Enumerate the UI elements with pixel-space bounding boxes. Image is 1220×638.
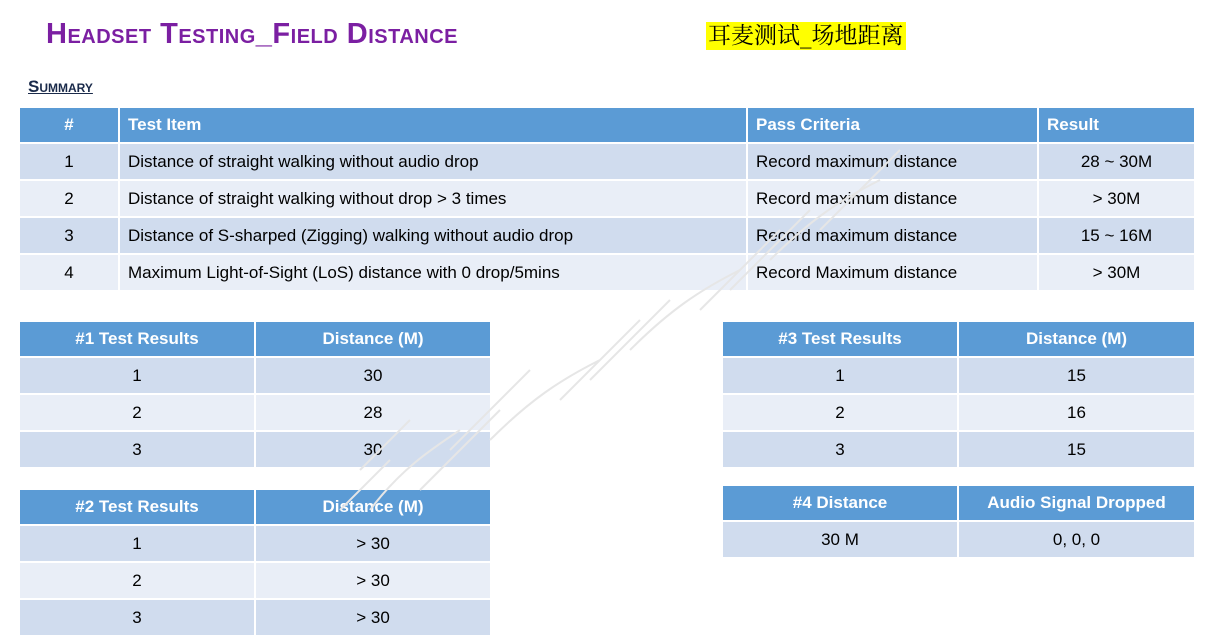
test2-header-distance: Distance (M) <box>255 489 491 525</box>
table-row <box>19 394 491 431</box>
summary-criteria: Record maximum distance <box>747 217 1038 254</box>
test4-distance-table <box>721 484 1196 559</box>
test1-header-distance: Distance (M) <box>255 321 491 357</box>
table-row <box>19 217 1195 254</box>
test1-trial: 1 <box>19 357 255 394</box>
table-row <box>19 599 491 636</box>
summary-result: > 30M <box>1038 180 1195 217</box>
table-row <box>19 525 491 562</box>
test4-dropped: 0, 0, 0 <box>958 521 1195 558</box>
test3-distance: 15 <box>958 357 1195 394</box>
summary-header-item: Test Item <box>119 107 747 143</box>
summary-result: 28 ~ 30M <box>1038 143 1195 180</box>
table-row <box>722 431 1195 468</box>
test3-trial: 3 <box>722 431 958 468</box>
summary-header-num: # <box>19 107 119 143</box>
summary-item: Distance of S-sharped (Zigging) walking without audio drop <box>119 217 747 254</box>
test1-header-row <box>19 321 491 357</box>
test3-header-label: #3 Test Results <box>722 321 958 357</box>
test3-results-table <box>721 320 1196 469</box>
summary-result: 15 ~ 16M <box>1038 217 1195 254</box>
test1-trial: 3 <box>19 431 255 468</box>
summary-label: Summary <box>28 77 93 96</box>
test3-header-distance: Distance (M) <box>958 321 1195 357</box>
summary-criteria: Record Maximum distance <box>747 254 1038 291</box>
test2-distance: > 30 <box>255 599 491 636</box>
test2-distance: > 30 <box>255 525 491 562</box>
test1-distance: 30 <box>255 431 491 468</box>
summary-criteria: Record maximum distance <box>747 180 1038 217</box>
summary-header-result: Result <box>1038 107 1195 143</box>
test2-header-row <box>19 489 491 525</box>
test3-trial: 1 <box>722 357 958 394</box>
test2-header-label: #2 Test Results <box>19 489 255 525</box>
test1-results-table <box>18 320 492 469</box>
table-row <box>19 431 491 468</box>
table-row <box>19 357 491 394</box>
page-title-chinese: 耳麦测试_场地距离 <box>708 23 904 49</box>
table-row <box>19 254 1195 291</box>
summary-item: Distance of straight walking without drop > 3 times <box>119 180 747 217</box>
test1-trial: 2 <box>19 394 255 431</box>
summary-item: Maximum Light-of-Sight (LoS) distance with 0 drop/5mins <box>119 254 747 291</box>
test2-trial: 2 <box>19 562 255 599</box>
test1-distance: 28 <box>255 394 491 431</box>
summary-result: > 30M <box>1038 254 1195 291</box>
summary-num: 3 <box>19 217 119 254</box>
summary-num: 4 <box>19 254 119 291</box>
test3-header-row <box>722 321 1195 357</box>
test1-header-label: #1 Test Results <box>19 321 255 357</box>
test2-trial: 3 <box>19 599 255 636</box>
table-row <box>19 143 1195 180</box>
summary-header-row <box>19 107 1195 143</box>
test3-distance: 15 <box>958 431 1195 468</box>
test4-distance: 30 M <box>722 521 958 558</box>
table-row <box>19 562 491 599</box>
page-title: Headset Testing_Field Distance <box>46 18 458 50</box>
summary-item: Distance of straight walking without audio drop <box>119 143 747 180</box>
summary-table <box>18 106 1196 292</box>
table-row <box>19 180 1195 217</box>
summary-criteria: Record maximum distance <box>747 143 1038 180</box>
table-row <box>722 521 1195 558</box>
test4-header-distance: #4 Distance <box>722 485 958 521</box>
test4-header-dropped: Audio Signal Dropped <box>958 485 1195 521</box>
test3-distance: 16 <box>958 394 1195 431</box>
summary-num: 1 <box>19 143 119 180</box>
table-row <box>722 394 1195 431</box>
test4-header-row <box>722 485 1195 521</box>
test3-trial: 2 <box>722 394 958 431</box>
summary-header-criteria: Pass Criteria <box>747 107 1038 143</box>
test2-trial: 1 <box>19 525 255 562</box>
summary-num: 2 <box>19 180 119 217</box>
test2-distance: > 30 <box>255 562 491 599</box>
test1-distance: 30 <box>255 357 491 394</box>
table-row <box>722 357 1195 394</box>
test2-results-table <box>18 488 492 637</box>
